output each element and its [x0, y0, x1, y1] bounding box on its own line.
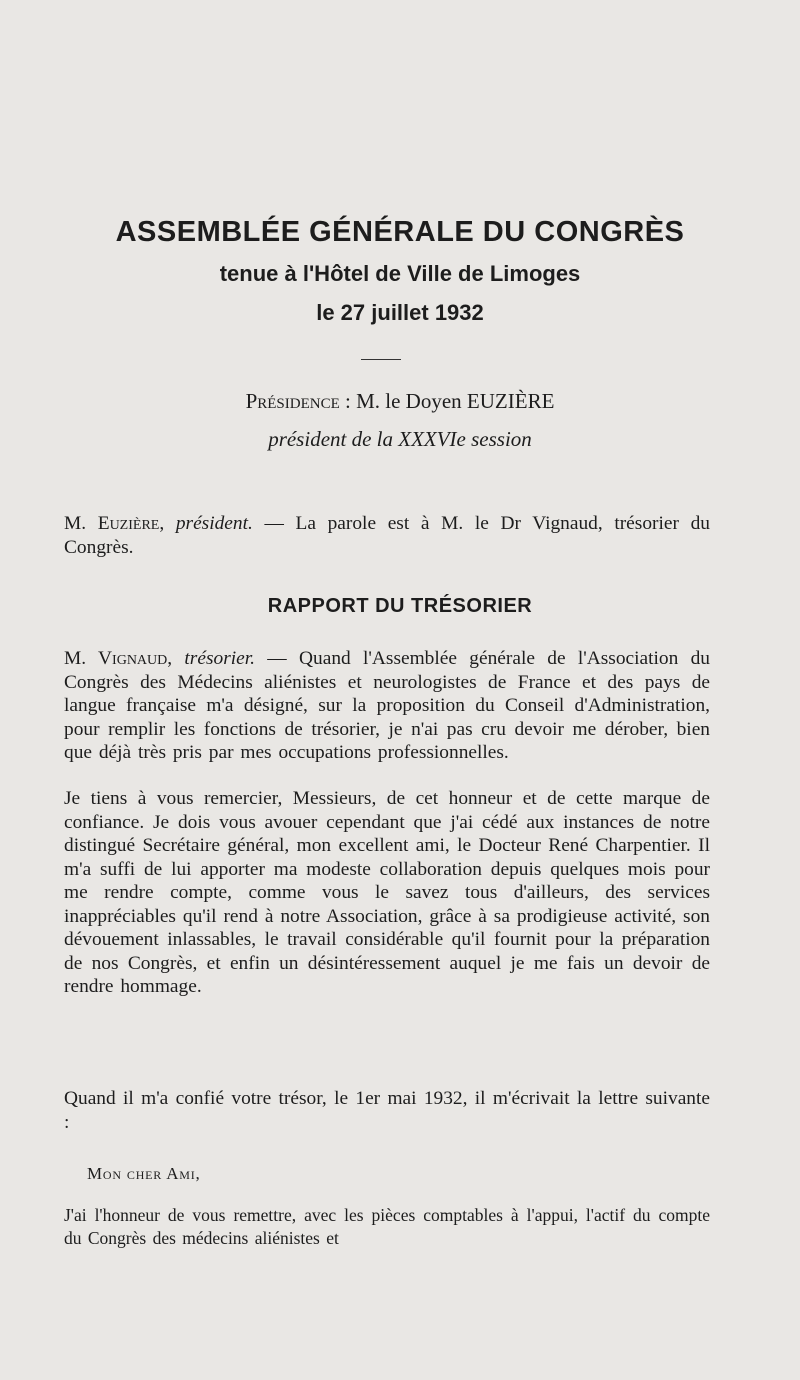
- letter-text: J'ai l'honneur de vous remettre, avec les pièces comptables à l'appui, l'actif du compte du Congrès des médecins aliénistes et: [64, 1205, 710, 1248]
- report-p1-text: Quand l'Assemblée générale de l'Association du Congrès des Médecins aliénistes et neurologistes de France et des pays de langue française m'a désigné, sur la proposition du Conseil d'Administration, pour remplir les fonctions de trésorier, je n'ai pas cru devoir me dérober, bien que déjà très pris par mes occupations professionnelles.: [64, 648, 710, 763]
- report-paragraph-3: Quand il m'a confié votre trésor, le 1er mai 1932, il m'écrivait la lettre suivante :: [64, 1088, 710, 1133]
- report-dash: —: [255, 648, 300, 669]
- presidence-line: [0, 389, 800, 414]
- presidence-label: Présidence: [245, 389, 340, 413]
- opening-paragraph: [64, 512, 710, 559]
- report-paragraph-1: [64, 647, 710, 765]
- opening-speaker: M. Euzière,: [64, 513, 165, 534]
- opening-text: La parole est à M. le Dr Vignaud, trésorier du Congrès.: [64, 513, 710, 558]
- document-date: le 27 juillet 1932: [316, 300, 484, 325]
- letter-salutation: Mon cher Ami,: [87, 1164, 201, 1183]
- presidence-subtitle: président de la XXXVIe session: [268, 427, 532, 451]
- presidence-separator: :: [339, 389, 357, 413]
- report-paragraph-2: Je tiens à vous remercier, Messieurs, de cet honneur et de cette marque de confiance. Je dois vous avouer cependant que j'ai cédé aux instances de notre distingué Secrétaire général, mon excellent ami, le Docteur René Charpentier. Il m'a suffi de lui apporter ma modeste collaboration depuis quelques mois pour me rendre compte, comme vous le savez tous d'ailleurs, des services inappréciables qu'il rend à notre Association, grâce à sa prodigieuse activité, son dévouement inlassables, le travail considérable qu'il fournit pour la préparation de nos Congrès, et enfin un désintéressement auquel je me fais un devoir de rendre hommage.: [64, 788, 710, 997]
- report-speaker: M. Vignaud,: [64, 648, 173, 669]
- presidence-text: M. le Doyen EUZIÈRE: [356, 389, 555, 413]
- report-role: trésorier.: [184, 648, 255, 669]
- opening-dash: —: [252, 513, 296, 534]
- opening-role: président.: [175, 513, 253, 534]
- document-title: ASSEMBLÉE GÉNÉRALE DU CONGRÈS: [115, 216, 685, 248]
- document-subtitle: tenue à l'Hôtel de Ville de Limoges: [219, 261, 581, 286]
- section-heading: RAPPORT DU TRÉSORIER: [267, 595, 533, 617]
- separator-rule: [361, 359, 401, 360]
